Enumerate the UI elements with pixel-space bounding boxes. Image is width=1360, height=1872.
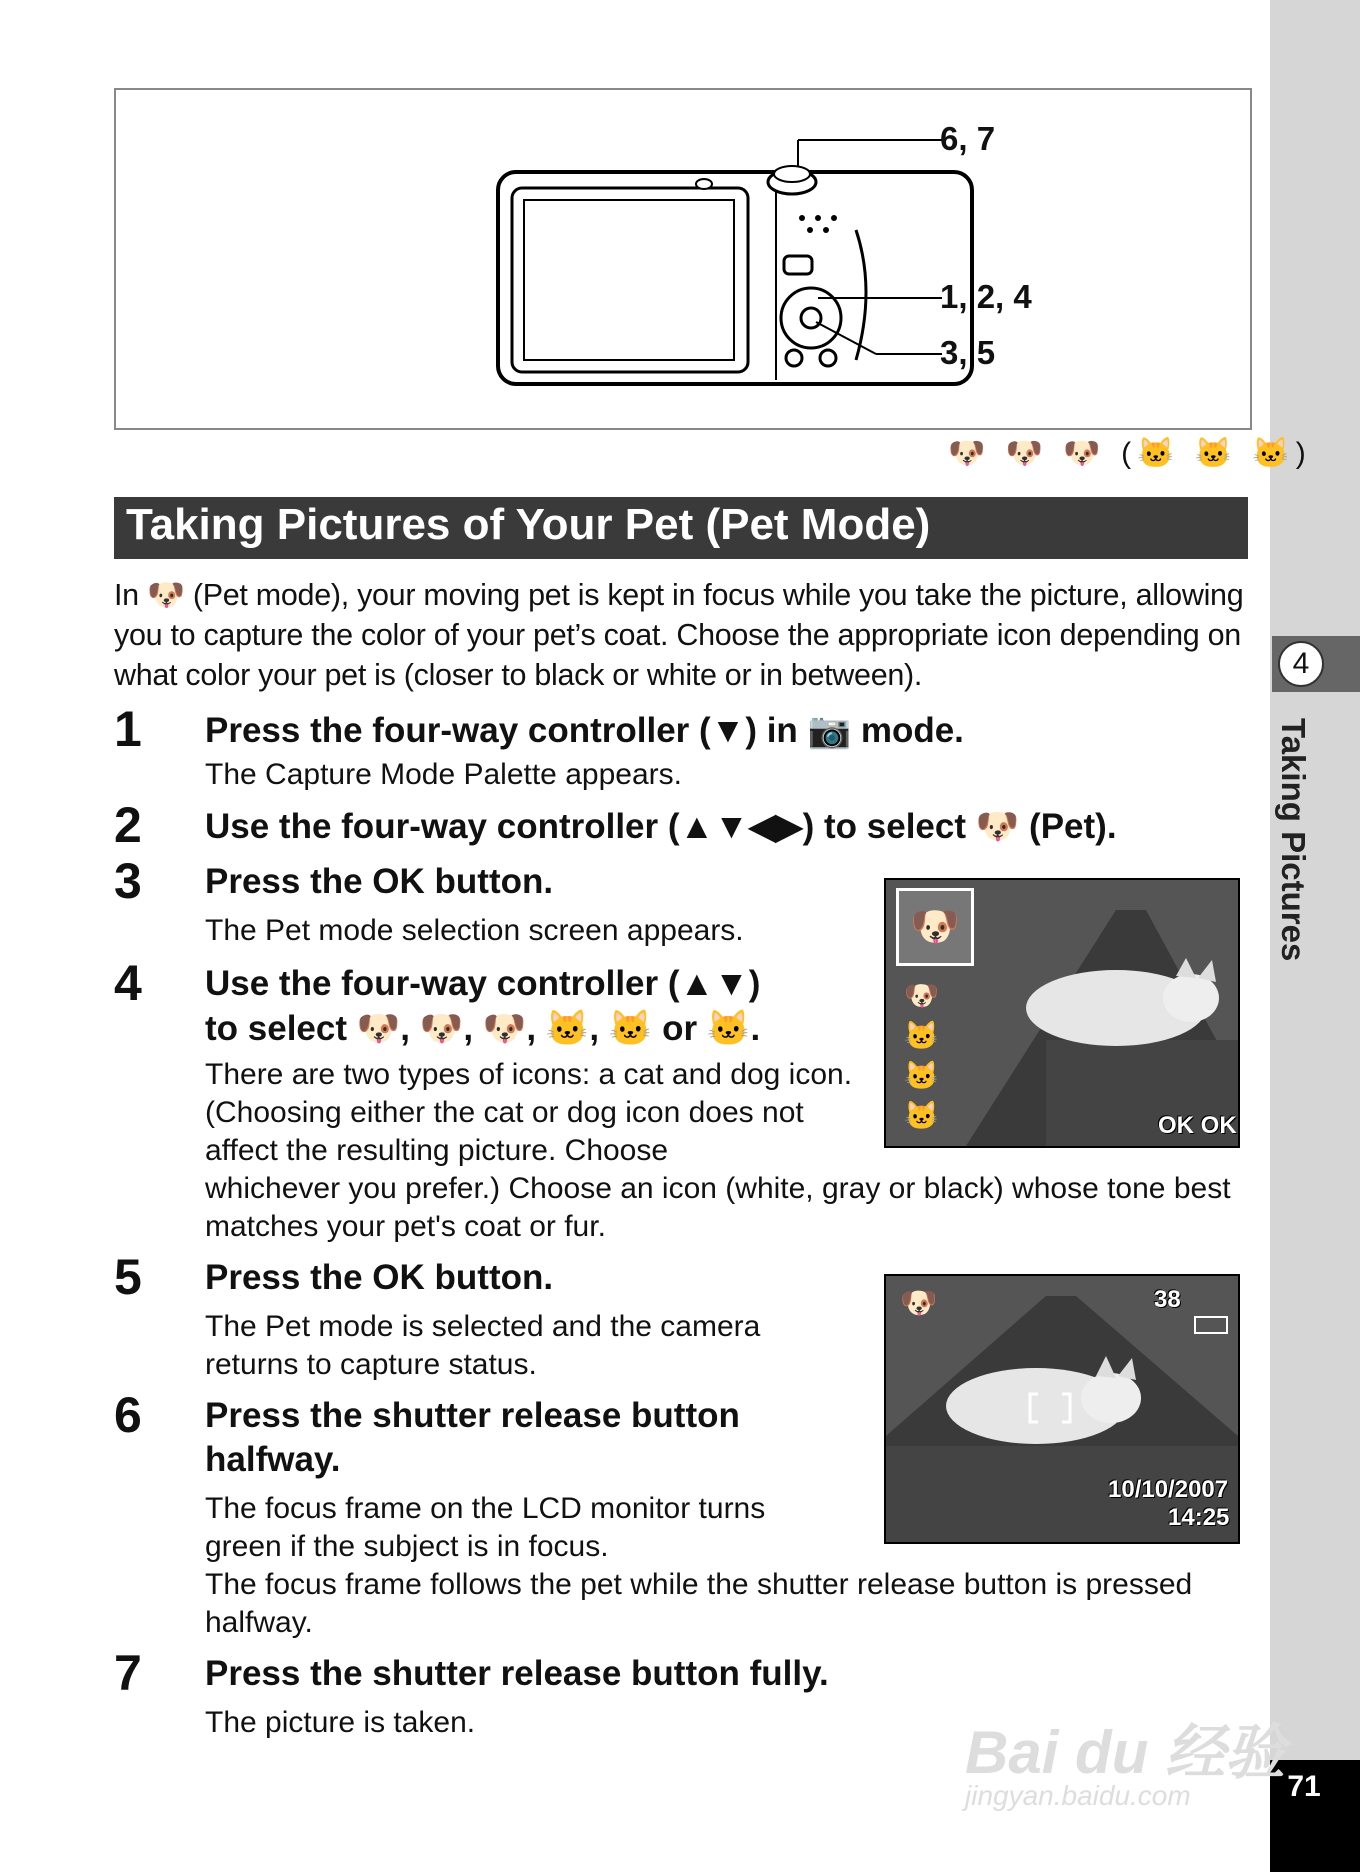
step-6-title-line2: halfway. xyxy=(205,1440,341,1479)
chapter-title: Taking Pictures xyxy=(1275,718,1312,962)
step-3-number: 3 xyxy=(114,853,142,909)
step-6-body-b: green if the subject is in focus. xyxy=(205,1530,609,1563)
step-1-body: The Capture Mode Palette appears. xyxy=(205,758,682,791)
step-5-body: The Pet mode is selected and the camera returns to capture status. xyxy=(205,1310,761,1381)
shot-count: 38 xyxy=(1154,1286,1181,1313)
step-1-title: Press the four-way controller (▼) in 📷 mode. xyxy=(205,711,964,750)
step-6-title-line1: Press the shutter release button xyxy=(205,1396,740,1435)
lcd-pet-selection xyxy=(884,878,1240,1148)
step-7-title: Press the shutter release button fully. xyxy=(205,1654,829,1693)
callout-6-7: 6, 7 xyxy=(940,120,996,157)
intro-paragraph: In 🐶 (Pet mode), your moving pet is kept in focus while you take the picture, allowing you to capture the color of your pet’s coat. Choose the appropriate icon depending on what color your pet is (closer to black or white or in between). xyxy=(114,578,1244,692)
step-4-body-a: There are two types of icons: a cat and dog icon. (Choosing either the cat or dog icon does not affect the resulting picture. Choose xyxy=(205,1058,853,1167)
step-4-title-line2: to select 🐶, 🐶, 🐶, 🐱, 🐱 or 🐱. xyxy=(205,1009,761,1048)
camera-figure xyxy=(114,88,1252,430)
step-6-body-a: The focus frame on the LCD monitor turns xyxy=(205,1492,766,1525)
page-number: 71 xyxy=(1287,1770,1321,1803)
step-1-number: 1 xyxy=(114,701,142,757)
pet-icon-list: 🐶 🐱 🐱 🐱 xyxy=(904,980,939,1131)
step-4-title-line1: Use the four-way controller (▲▼) xyxy=(205,964,761,1003)
battery-icon xyxy=(1194,1316,1228,1334)
step-4-number: 4 xyxy=(114,955,142,1011)
selected-pet-icon: 🐶 xyxy=(896,888,974,966)
mode-icons-row: 🐶 🐶 🐶 (🐱 🐱 🐱) xyxy=(948,437,1312,470)
camera-illustration xyxy=(116,90,1250,428)
lcd-date: 10/10/2007 xyxy=(1108,1476,1229,1503)
step-5-title: Press the OK button. xyxy=(205,1258,554,1297)
step-6-body-c: The focus frame follows the pet while the shutter release button is pressed halfway. xyxy=(205,1568,1193,1639)
step-5-number: 5 xyxy=(114,1249,142,1305)
step-7-body: The picture is taken. xyxy=(205,1706,476,1739)
ok-label: OK OK xyxy=(1158,1112,1237,1139)
baidu-watermark: Bai du 经验 xyxy=(965,1719,1286,1786)
callout-1-2-4: 1, 2, 4 xyxy=(940,278,1032,315)
callout-3-5: 3, 5 xyxy=(940,334,996,371)
lcd-capture-status xyxy=(884,1274,1240,1544)
step-4-body-b: whichever you prefer.) Choose an icon (white, gray or black) whose tone best matches your pet's coat or fur. xyxy=(205,1172,1231,1243)
step-7-number: 7 xyxy=(114,1645,142,1701)
step-6-number: 6 xyxy=(114,1387,142,1443)
step-2-title: Use the four-way controller (▲▼◀▶) to select 🐶 (Pet). xyxy=(205,807,1117,846)
pet-mode-icon: 🐶 xyxy=(900,1287,938,1320)
step-3-title: Press the OK button. xyxy=(205,862,554,901)
step-2-number: 2 xyxy=(114,797,142,853)
baidu-watermark-url: jingyan.baidu.com xyxy=(965,1780,1191,1811)
lcd-time: 14:25 xyxy=(1168,1504,1230,1531)
chapter-number: 4 xyxy=(1278,641,1324,687)
step-3-body: The Pet mode selection screen appears. xyxy=(205,914,744,947)
page-heading: Taking Pictures of Your Pet (Pet Mode) xyxy=(126,500,931,549)
